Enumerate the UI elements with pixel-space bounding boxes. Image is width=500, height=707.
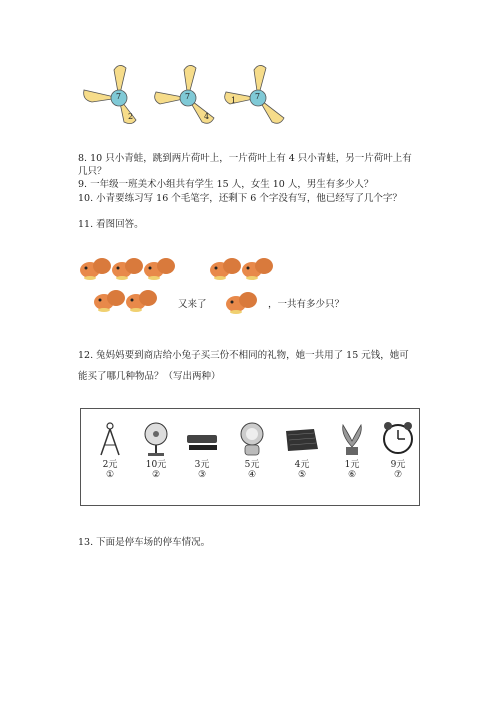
- shop-item-fan: [135, 421, 177, 503]
- shop-item-number: ⑦: [393, 470, 403, 480]
- shop-items-panel: [80, 408, 420, 506]
- question-9: 9. 一年级一班美术小组共有学生 15 人，女生 10 人，男生有多少人？: [78, 179, 374, 190]
- squirrel-icon: [240, 258, 274, 280]
- shop-item-price: 10元: [145, 460, 167, 470]
- shop-item-number: ⑤: [297, 470, 307, 480]
- lion-toy-icon: [237, 421, 267, 457]
- fan-blade-number: 2: [128, 112, 134, 121]
- squirrel-icon: [110, 258, 144, 280]
- question-10: 10. 小青要练习写 16 个毛笔字，还剩下 6 个字没有写，他已经写了几个字？: [78, 193, 402, 204]
- question-11-ask: ，一共有多少只？: [268, 299, 345, 310]
- fan-center-number: 7: [185, 92, 191, 101]
- shop-item-number: ③: [197, 470, 207, 480]
- shop-item-price: 1元: [344, 460, 360, 470]
- shop-item-price: 4元: [294, 460, 310, 470]
- fan-icon: [141, 421, 171, 457]
- shop-item-number: ④: [247, 470, 257, 480]
- shop-item-lion-toy: [231, 421, 273, 503]
- shop-item-price: 9元: [390, 460, 406, 470]
- question-12-line-2: 能买了哪几种物品？（写出两种）: [78, 371, 221, 382]
- fan-figure-3: [218, 60, 308, 130]
- shop-item-number: ②: [151, 470, 161, 480]
- shop-item-price: 2元: [102, 460, 118, 470]
- question-11-more-text: 又来了: [178, 299, 207, 310]
- plant-icon: [337, 421, 367, 457]
- shop-item-stapler: [181, 421, 223, 503]
- shop-item-compass: [89, 421, 131, 503]
- shop-item-number: ⑥: [347, 470, 357, 480]
- question-11-title: 11. 看图回答。: [78, 219, 144, 230]
- question-12-line-1: 12. 兔妈妈要到商店给小兔子买三份不相同的礼物，她一共用了 15 元钱，她可: [78, 350, 409, 361]
- shop-item-plant: [331, 421, 373, 503]
- shop-item-price: 3元: [194, 460, 210, 470]
- squirrel-icon: [92, 290, 126, 312]
- question-8-line-1: 8. 10 只小青蛙，跳到两片荷叶上，一片荷叶上有 4 只小青蛙，另一片荷叶上有: [78, 153, 412, 164]
- squirrel-icon: [124, 290, 158, 312]
- fan-blade-number: 1: [231, 96, 237, 105]
- shop-item-mat: [281, 421, 323, 503]
- shop-item-price: 5元: [244, 460, 260, 470]
- squirrel-icon: [224, 292, 258, 314]
- fan-center-number: 7: [116, 92, 122, 101]
- shop-item-number: ①: [105, 470, 115, 480]
- compass-icon: [95, 421, 125, 457]
- question-13: 13. 下面是停车场的停车情况。: [78, 537, 211, 548]
- squirrel-icon: [142, 258, 176, 280]
- fan-center-number: 7: [255, 92, 261, 101]
- alarm-clock-icon: [380, 421, 416, 457]
- mat-icon: [282, 421, 322, 457]
- shop-item-alarm-clock: [377, 421, 419, 503]
- stapler-icon: [184, 421, 220, 457]
- fan-blade-number: 4: [204, 112, 210, 121]
- squirrel-icon: [208, 258, 242, 280]
- squirrel-icon: [78, 258, 112, 280]
- question-8-line-2: 几只？: [78, 166, 107, 177]
